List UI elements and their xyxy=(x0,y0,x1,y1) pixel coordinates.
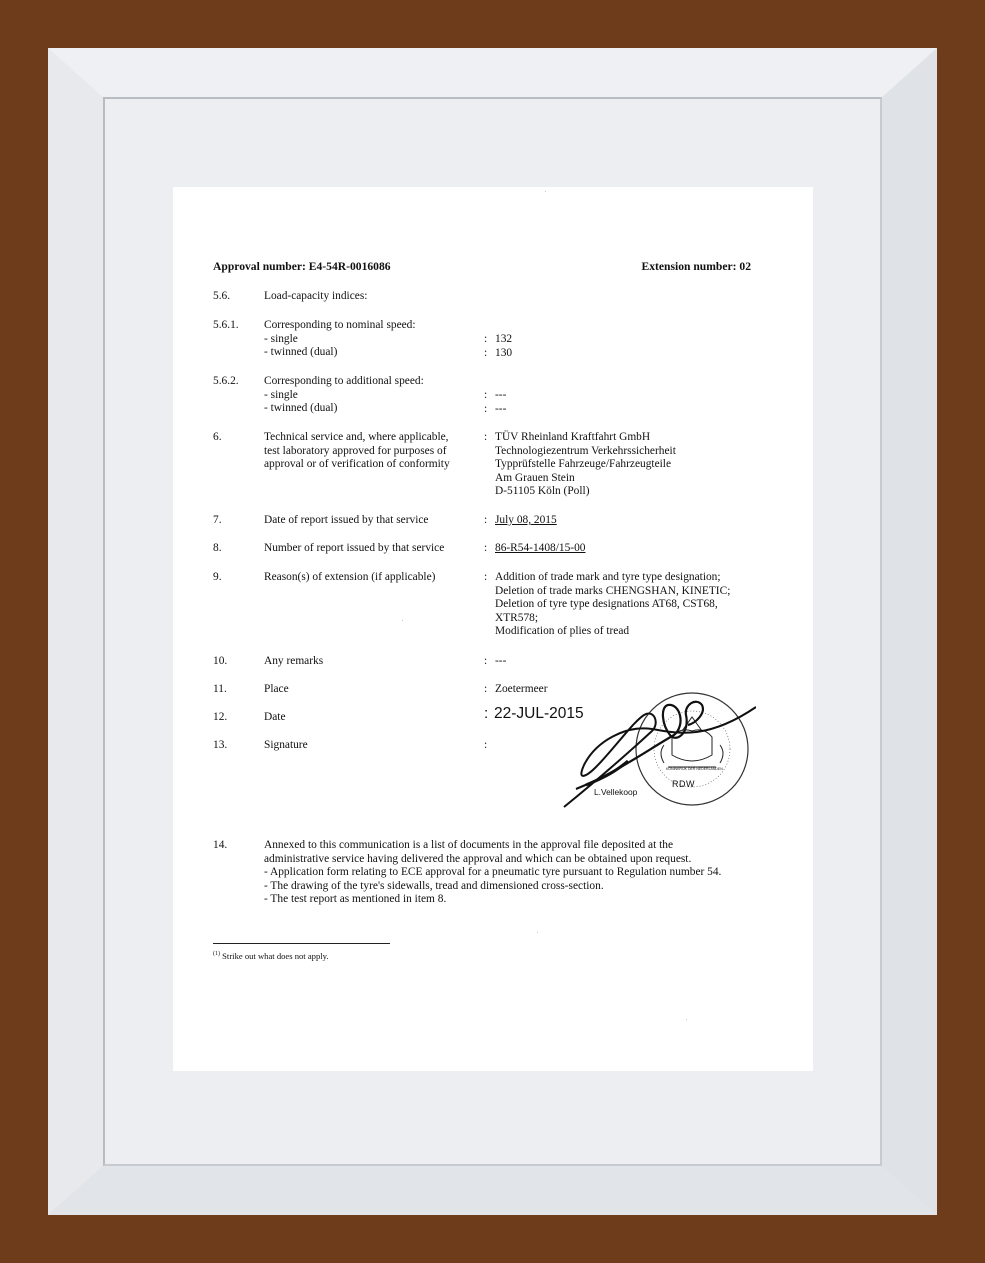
item-label: Technical service and, where applicable, test laboratory approved for purposes of approval or of verification of conformity xyxy=(264,431,450,471)
item-colon: : xyxy=(484,655,488,667)
item-value: --- xyxy=(495,389,507,401)
item-label: Signature xyxy=(264,739,308,751)
item-label: Corresponding to additional speed: - single - twinned (dual) xyxy=(264,375,424,415)
stamp-inner-text: KONINKRIJK DER NEDERLANDEN xyxy=(666,767,723,771)
item-colon: : xyxy=(484,542,488,554)
item-colon: : xyxy=(484,347,488,359)
report-number: 86-R54-1408/15-00 xyxy=(495,542,586,554)
report-date: July 08, 2015 xyxy=(495,514,557,526)
approval-number: Approval number: E4-54R-0016086 xyxy=(213,260,391,273)
item-value: --- xyxy=(495,403,507,415)
item-number: 13. xyxy=(213,739,228,751)
item-number: 6. xyxy=(213,431,222,443)
scan-speck xyxy=(545,191,546,192)
approval-date: 22-JUL-2015 xyxy=(494,705,584,722)
item-label: Reason(s) of extension (if applicable) xyxy=(264,571,436,583)
scan-speck xyxy=(537,932,538,933)
footnote-separator xyxy=(213,943,390,944)
item-colon: : xyxy=(484,389,488,401)
item-value: Zoetermeer xyxy=(495,683,548,695)
signature-stamp xyxy=(556,685,756,815)
item-number: 5.6. xyxy=(213,290,231,302)
signature-graphic xyxy=(556,685,756,815)
item-number: 12. xyxy=(213,711,228,723)
item-value: 130 xyxy=(495,347,513,359)
footnote-text: Strike out what does not apply. xyxy=(222,951,329,961)
item-label: Load-capacity indices: xyxy=(264,290,368,302)
scan-speck xyxy=(402,620,403,621)
extension-number: Extension number: 02 xyxy=(641,260,751,273)
annex-paragraph: Annexed to this communication is a list of documents in the approval file deposited at the administrative service having delivered the approval and which can be obtained upon request. - Application form relating to ECE approval for a pneumatic tyre pursuant to Regulation number 54. - The drawing of the tyre's sidewalls, tread and dimensioned cross-section. - The test report as mentioned in item 8. xyxy=(264,839,722,906)
item-value: --- xyxy=(495,655,507,667)
item-value: 132 xyxy=(495,333,513,345)
item-colon: : xyxy=(484,514,488,526)
item-label: Any remarks xyxy=(264,655,324,667)
item-number: 7. xyxy=(213,514,222,526)
item-label: Corresponding to nominal speed: - single - twinned (dual) xyxy=(264,319,416,359)
signer-name: L.Vellekoop xyxy=(594,787,638,797)
item-colon: : xyxy=(484,683,488,695)
item-number: 11. xyxy=(213,683,227,695)
item-value: Addition of trade mark and tyre type designation; Deletion of trade marks CHENGSHAN, KINETIC; Deletion of tyre type designations AT68, CST68, XTR578; Modification of plies of tread xyxy=(495,571,731,638)
item-value: TÜV Rheinland Kraftfahrt GmbH Technologiezentrum Verkehrssicherheit Typprüfstelle Fahrzeuge/Fahrzeugteile Am Grauen Stein D-51105 Köln (Poll) xyxy=(495,431,676,498)
stamp-rdw: RDW xyxy=(672,779,695,789)
item-label: Date xyxy=(264,711,286,723)
item-colon: : xyxy=(484,403,488,415)
item-number: 8. xyxy=(213,542,222,554)
item-label: Date of report issued by that service xyxy=(264,514,429,526)
footnote-marker: (1) xyxy=(213,951,220,958)
item-number: 10. xyxy=(213,655,228,667)
certificate-page xyxy=(173,187,813,1071)
item-number: 14. xyxy=(213,839,228,851)
item-colon: : xyxy=(484,431,488,443)
item-label: Place xyxy=(264,683,289,695)
item-number: 9. xyxy=(213,571,222,583)
item-label: Number of report issued by that service xyxy=(264,542,445,554)
footnote xyxy=(213,951,329,961)
item-colon: : xyxy=(484,571,488,583)
item-number: 5.6.1. xyxy=(213,319,239,331)
item-colon: : xyxy=(484,705,489,722)
item-number: 5.6.2. xyxy=(213,375,239,387)
item-colon: : xyxy=(484,739,488,751)
item-colon: : xyxy=(484,333,488,345)
scan-speck xyxy=(686,1019,687,1020)
